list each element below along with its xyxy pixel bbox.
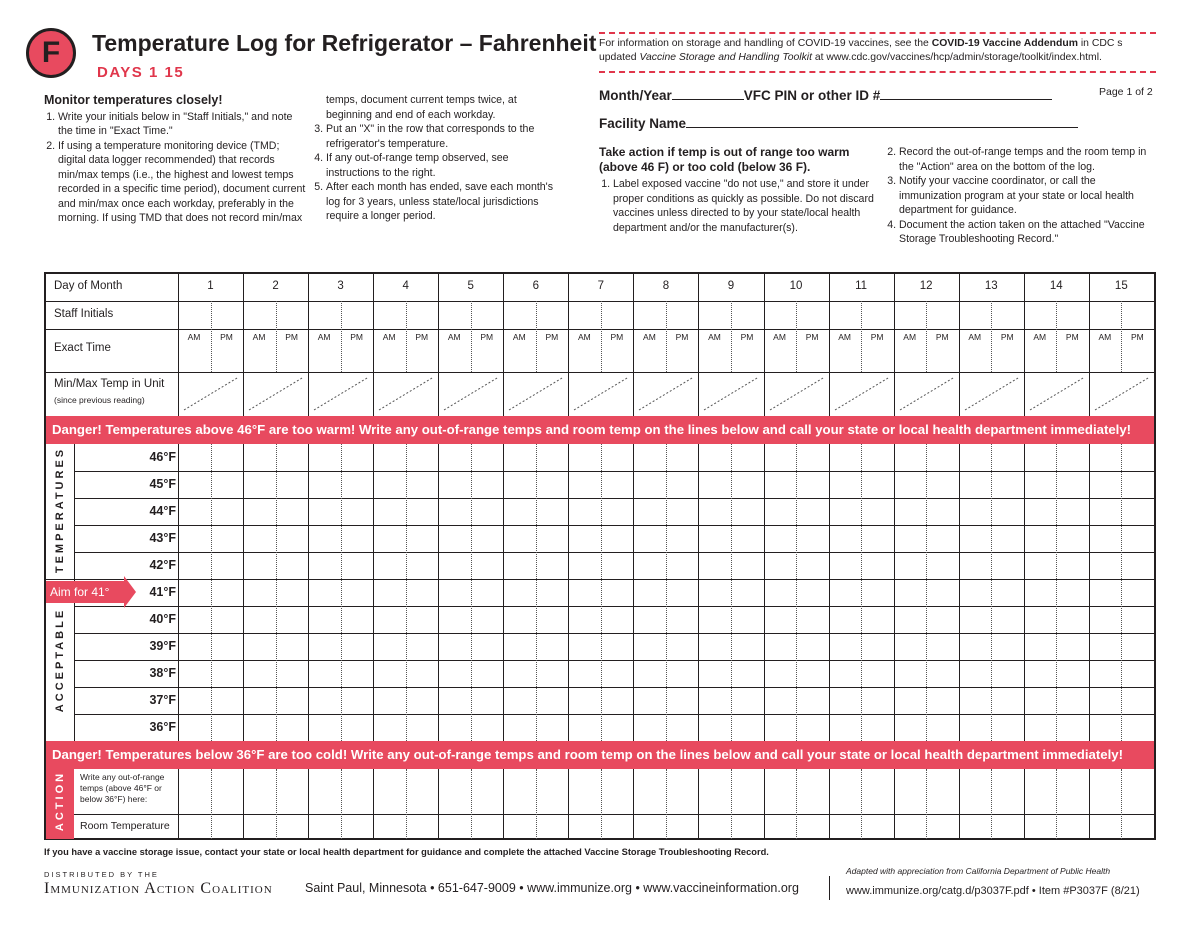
room-temp-label: Room Temperature: [80, 820, 170, 832]
minmax-cell[interactable]: [894, 372, 959, 416]
temp-label-45: 45°F: [149, 477, 176, 491]
day-number: 13: [984, 280, 998, 292]
label-col-line: [178, 444, 179, 741]
day-col-line: [894, 769, 895, 839]
action-row-label: Write any out-of-range temps (above 46°F or below 36°F) here:: [80, 772, 165, 804]
covid-note-text2: updated: [599, 52, 640, 63]
day-col-line: [438, 444, 439, 741]
minmax-cell[interactable]: [829, 372, 894, 416]
day-col-line: [243, 444, 244, 741]
pm-label: PM: [480, 332, 494, 342]
action-label: ACTION: [54, 770, 66, 832]
am-pm-divider: [406, 769, 407, 839]
covid-addendum-note: [599, 32, 1156, 73]
day-col-line: [698, 769, 699, 839]
am-pm-divider: [341, 769, 342, 839]
am-label: AM: [1033, 332, 1047, 342]
monitor-step-3: 3. Put an "X" in the row that corresponds to the refrigerator's temperature.: [326, 122, 562, 151]
am-pm-divider: [1121, 444, 1122, 741]
am-pm-divider: [211, 444, 212, 741]
minmax-label: Min/Max Temp in Unit: [54, 378, 165, 390]
day-col-line: [1089, 444, 1090, 741]
day-col-line: [764, 769, 765, 839]
minmax-cell[interactable]: [373, 372, 438, 416]
day-col-line: [503, 444, 504, 741]
am-pm-divider: [601, 444, 602, 741]
facility-label: Facility Name: [599, 116, 687, 131]
day-number: 14: [1049, 280, 1063, 292]
action-instructions-col2: [885, 145, 1160, 247]
pm-label: PM: [415, 332, 429, 342]
monitor-step-4: 4. If any out-of-range temp observed, see instructions to the right.: [326, 151, 562, 180]
day-col-line: [959, 444, 960, 741]
monitor-heading: Monitor temperatures closely!: [44, 93, 223, 107]
minmax-cell[interactable]: [959, 372, 1024, 416]
am-pm-divider: [406, 444, 407, 741]
pm-label: PM: [675, 332, 689, 342]
day-col-line: [373, 769, 374, 839]
am-pm-divider: [731, 444, 732, 741]
day-number: 12: [919, 280, 933, 292]
temp-label-36: 36°F: [149, 720, 176, 734]
staff-initials-label: Staff Initials: [54, 308, 114, 320]
day-number: 7: [597, 280, 605, 292]
distributed-by: DISTRIBUTED BY THE: [44, 870, 159, 879]
minmax-cell[interactable]: [178, 372, 243, 416]
covid-note-text-end: in CDC s: [1077, 38, 1123, 49]
am-label: AM: [512, 332, 526, 342]
day-col-line: [829, 444, 830, 741]
facility-row: [599, 115, 1078, 131]
monitor-instructions-col2: [312, 93, 562, 224]
am-label: AM: [317, 332, 331, 342]
temp-label-46: 46°F: [149, 450, 176, 464]
day-number: 11: [855, 280, 868, 292]
month-year-label: Month/Year: [599, 88, 672, 103]
day-col-line: [503, 769, 504, 839]
covid-note-text: For information on storage and handling of COVID-19 vaccines, see the: [599, 38, 932, 49]
minmax-cell[interactable]: [698, 372, 763, 416]
am-pm-divider: [536, 769, 537, 839]
minmax-cell[interactable]: [438, 372, 503, 416]
day-number: 4: [402, 280, 409, 292]
monitor-step-2: 2. If using a temperature monitoring device (TMD; digital data logger recommended) that records min/max temps (i.e., the highest and lowest temps recorded in a specific time period), document current and min/max once each workday, preferably in the morning. If using TMD that does not record min/max: [58, 139, 306, 226]
am-pm-divider: [926, 444, 927, 741]
toolkit-url[interactable]: at www.cdc.gov/vaccines/hcp/admin/storage/toolkit/index.html.: [811, 52, 1102, 63]
temp-label-39: 39°F: [149, 639, 176, 653]
day-number: 9: [727, 280, 735, 292]
contact-info: Saint Paul, Minnesota • 651-647-9009 • www.immunize.org • www.vaccineinformation.org: [305, 881, 799, 895]
am-pm-divider: [471, 769, 472, 839]
adapted-credit: Adapted with appreciation from California Department of Public Health: [846, 866, 1111, 876]
day-col-line: [568, 769, 569, 839]
am-pm-divider: [1056, 444, 1057, 741]
pm-label: PM: [805, 332, 819, 342]
am-pm-divider: [926, 769, 927, 839]
am-pm-divider: [796, 444, 797, 741]
am-pm-divider: [861, 769, 862, 839]
monitor-step-1: 1. Write your initials below in "Staff Initials," and note the time in "Exact Time.": [58, 110, 306, 139]
action-step-4: 4. Document the action taken on the attached "Vaccine Storage Troubleshooting Record.": [899, 218, 1160, 247]
minmax-cell[interactable]: [1024, 372, 1089, 416]
pm-label: PM: [870, 332, 884, 342]
am-label: AM: [252, 332, 266, 342]
am-pm-divider: [991, 769, 992, 839]
am-pm-divider: [796, 769, 797, 839]
temperature-log-table: [44, 272, 1156, 840]
danger-warm-banner: Danger! Temperatures above 46°F are too warm! Write any out-of-range temps and room temp on the lines below and call your state or local health department immediately!: [46, 416, 1154, 444]
am-pm-divider: [1121, 769, 1122, 839]
aim-arrow-icon: [124, 576, 136, 608]
am-pm-divider: [536, 444, 537, 741]
day-col-line: [959, 769, 960, 839]
covid-addendum-link[interactable]: COVID-19 Vaccine Addendum: [931, 38, 1078, 49]
am-pm-divider: [276, 769, 277, 839]
temp-label-44: 44°F: [149, 504, 176, 518]
pm-label: PM: [1000, 332, 1014, 342]
am-label: AM: [187, 332, 201, 342]
am-pm-divider: [471, 444, 472, 741]
page-number: Page 1 of 2: [1099, 86, 1153, 98]
form-letter-badge: F: [26, 28, 76, 78]
vfc-pin-label: VFC PIN or other ID #: [743, 88, 881, 103]
minmax-cell[interactable]: [503, 372, 568, 416]
pm-label: PM: [285, 332, 298, 342]
am-label: AM: [643, 332, 656, 342]
pm-label: PM: [350, 332, 364, 342]
day-col-line: [698, 444, 699, 741]
action-step-2: 2. Record the out-of-range temps and the room temp in the "Action" area on the bottom of the log.: [899, 145, 1160, 174]
am-label: AM: [708, 332, 721, 342]
minmax-sublabel: (since previous reading): [54, 395, 145, 405]
pm-label: PM: [610, 332, 624, 342]
minmax-cell[interactable]: [1089, 372, 1154, 416]
page-title: Temperature Log for Refrigerator – Fahrenheit: [92, 30, 597, 56]
exact-time-label: Exact Time: [54, 342, 111, 354]
temp-label-41: 41°F: [149, 585, 176, 599]
pm-label: PM: [1065, 332, 1079, 342]
am-label: AM: [447, 332, 461, 342]
pm-label: PM: [740, 332, 754, 342]
label-col-line: [178, 769, 179, 839]
am-label: AM: [838, 332, 851, 342]
day-col-line: [633, 444, 634, 741]
day-number: 2: [272, 280, 279, 292]
am-pm-divider: [861, 444, 862, 741]
minmax-cell[interactable]: [568, 372, 633, 416]
days-range: DAYS 1 15: [97, 64, 185, 81]
temp-label-38: 38°F: [149, 666, 176, 680]
am-pm-divider: [666, 444, 667, 741]
month-year-field[interactable]: [672, 87, 744, 100]
am-label: AM: [382, 332, 396, 342]
am-pm-divider: [1056, 769, 1057, 839]
day-number: 3: [337, 280, 344, 292]
vfc-pin-field[interactable]: [880, 87, 1052, 100]
temp-label-40: 40°F: [149, 612, 176, 626]
am-pm-divider: [276, 444, 277, 741]
monitor-step-5: 5. After each month has ended, save each month's log for 3 years, unless state/local jurisdictions require a longer period.: [326, 180, 562, 224]
am-pm-divider: [211, 769, 212, 839]
pm-label: PM: [935, 332, 949, 342]
action-heading: Take action if temp is out of range too warm (above 46 F) or too cold (below 36 F).: [599, 145, 850, 174]
day-number: 5: [467, 280, 474, 292]
day-col-line: [764, 444, 765, 741]
am-pm-divider: [731, 769, 732, 839]
minmax-cell[interactable]: [243, 372, 308, 416]
day-col-line: [308, 444, 309, 741]
pm-label: PM: [545, 332, 559, 342]
temp-label-42: 42°F: [149, 558, 176, 572]
day-col-line: [438, 769, 439, 839]
temp-label-43: 43°F: [149, 531, 176, 545]
day-col-line: [243, 769, 244, 839]
day-number: 15: [1114, 280, 1128, 292]
am-label: AM: [968, 332, 982, 342]
item-number: www.immunize.org/catg.d/p3037F.pdf • Item #P3037F (8/21): [846, 885, 1140, 897]
day-col-line: [373, 444, 374, 741]
day-col-line: [308, 769, 309, 839]
minmax-cell[interactable]: [308, 372, 373, 416]
minmax-cell[interactable]: [764, 372, 829, 416]
am-label: AM: [773, 332, 786, 342]
month-year-vfc-row: [599, 87, 1052, 103]
day-col-line: [1089, 769, 1090, 839]
action-step-3: 3. Notify your vaccine coordinator, or call the immunization program at your state or local health department for guidance.: [899, 174, 1160, 218]
am-label: AM: [1098, 332, 1112, 342]
day-col-line: [568, 444, 569, 741]
pm-label: PM: [1130, 332, 1144, 342]
footer-divider: [829, 876, 830, 900]
am-pm-divider: [601, 769, 602, 839]
day-number: 1: [207, 280, 214, 292]
am-label: AM: [903, 332, 917, 342]
temp-label-37: 37°F: [149, 693, 176, 707]
facility-name-field[interactable]: [686, 115, 1078, 128]
day-number: 6: [532, 280, 539, 292]
am-pm-divider: [991, 444, 992, 741]
day-number: 10: [789, 280, 803, 292]
monitor-instructions-col1: [44, 93, 306, 226]
day-col-line: [1024, 444, 1025, 741]
day-col-line: [894, 444, 895, 741]
side-split-line: [46, 579, 74, 580]
am-pm-divider: [666, 769, 667, 839]
day-number: 8: [662, 280, 670, 292]
temperatures-label: TEMPERATURES: [54, 446, 66, 574]
aim-for-41-marker: Aim for 41°: [46, 581, 124, 603]
toolkit-title: Vaccine Storage and Handling Toolkit: [639, 52, 812, 63]
action-instructions-col1: [599, 145, 879, 235]
storage-issue-note: If you have a vaccine storage issue, contact your state or local health department for guidance and complete the attached Vaccine Storage Troubleshooting Record.: [44, 847, 769, 857]
pm-label: PM: [220, 332, 233, 342]
day-col-line: [829, 769, 830, 839]
minmax-cell[interactable]: [633, 372, 698, 416]
monitor-step-2-cont: temps, document current temps twice, at beginning and end of each workday.: [326, 94, 517, 121]
am-pm-divider: [341, 444, 342, 741]
am-label: AM: [577, 332, 591, 342]
day-col-line: [1024, 769, 1025, 839]
danger-cold-banner: Danger! Temperatures below 36°F are too cold! Write any out-of-range temps and room temp on the lines below and call your state or local health department immediately!: [46, 741, 1154, 769]
acceptable-label: ACCEPTABLE: [54, 607, 66, 713]
iac-logo: Immunization Action Coalition: [44, 880, 273, 897]
action-step-1: 1. Label exposed vaccine "do not use," and store it under proper conditions as quickly as possible. Do not discard vaccines unless directed to by your state/local health department and/or the manufacturer(s).: [613, 177, 879, 235]
day-col-line: [633, 769, 634, 839]
day-of-month-label: Day of Month: [54, 280, 123, 292]
